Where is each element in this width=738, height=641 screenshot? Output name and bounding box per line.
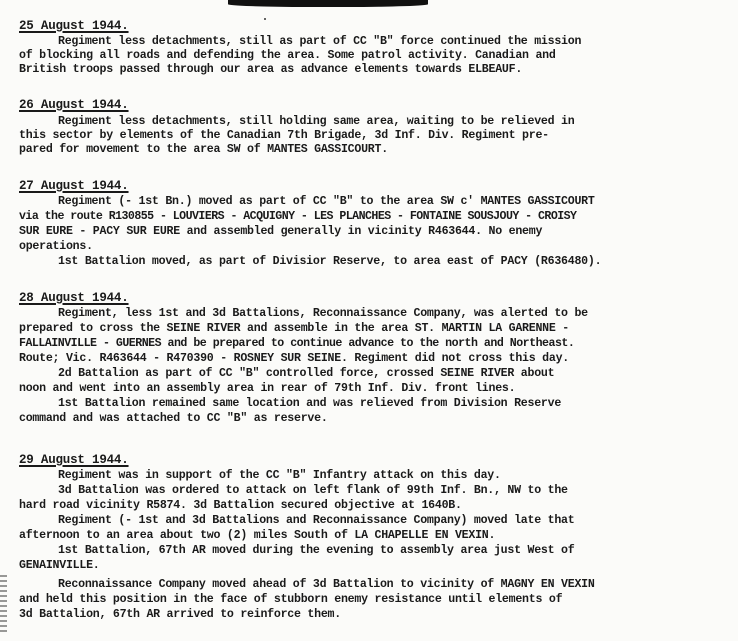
scan-speck bbox=[264, 18, 266, 20]
entry-line: 1st Battalion remained same location and was relieved from Division Reserve bbox=[58, 397, 562, 410]
entry-line: Regiment (- 1st and 3d Battalions and Reconnaissance Company) moved late that bbox=[58, 514, 575, 527]
entry-line: 3d Battalion was ordered to attack on left flank of 99th Inf. Bn., NW to the bbox=[58, 484, 568, 497]
entry-line: noon and went into an assembly area in rear of 79th Inf. Div. front lines. bbox=[19, 382, 516, 395]
entry-line: Regiment, less 1st and 3d Battalions, Reconnaissance Company, was alerted to be bbox=[58, 307, 588, 320]
entry-line: 1st Battalion moved, as part of Divisior Reserve, to area east of PACY (R636480). bbox=[58, 255, 602, 268]
entry-line: pared for movement to the area SW of MANTES GASSICOURT. bbox=[19, 143, 388, 156]
entry-date: 27 August 1944. bbox=[19, 179, 129, 193]
entry-date: 26 August 1944. bbox=[19, 98, 129, 112]
entry-line: and held this position in the face of stubborn enemy resistance until elements of bbox=[19, 593, 563, 606]
entry-line: Reconnaissance Company moved ahead of 3d Battalion to vicinity of MAGNY EN VEXIN bbox=[58, 578, 595, 591]
entry-line: SUR EURE - PACY SUR EURE and assembled generally in vicinity R463644. No enemy bbox=[19, 225, 543, 238]
entry-line: afternoon to an area about two (2) miles South of LA CHAPELLE EN VEXIN. bbox=[19, 529, 496, 542]
entry-line: of blocking all roads and defending the area. Some patrol activity. Canadian and bbox=[19, 49, 556, 62]
entry-line: command and was attached to CC "B" as reserve. bbox=[19, 412, 328, 425]
entry-line: 1st Battalion, 67th AR moved during the evening to assembly area just West of bbox=[58, 544, 575, 557]
entry-line: via the route R130855 - LOUVIERS - ACQUIGNY - LES PLANCHES - FONTAINE SOUSJOUY - CROISY bbox=[19, 210, 577, 223]
entry-date: 29 August 1944. bbox=[19, 453, 129, 467]
entry-date: 28 August 1944. bbox=[19, 291, 129, 305]
entry-line: this sector by elements of the Canadian 7th Brigade, 3d Inf. Div. Regiment pre- bbox=[19, 129, 549, 142]
entry-line: Route; Vic. R463644 - R470390 - ROSNEY SUR SEINE. Regiment did not cross this day. bbox=[19, 352, 570, 365]
entry-line: operations. bbox=[19, 240, 93, 253]
scan-artifact-top bbox=[228, 0, 428, 7]
entry-date: 25 August 1944. bbox=[19, 19, 129, 33]
entry-line: 3d Battalion, 67th AR arrived to reinforce them. bbox=[19, 608, 341, 621]
entry-line: Regiment (- 1st Bn.) moved as part of CC "B" to the area SW c' MANTES GASSICOURT bbox=[58, 195, 595, 208]
entry-line: British troops passed through our area as advance elements towards ELBEAUF. bbox=[19, 63, 523, 76]
entry-line: hard road vicinity R5874. 3d Battalion secured objective at 1640B. bbox=[19, 499, 462, 512]
scan-artifact-left-edge bbox=[0, 575, 7, 635]
entry-line: GENAINVILLE. bbox=[19, 559, 100, 572]
entry-line: Regiment was in support of the CC "B" Infantry attack on this day. bbox=[58, 469, 501, 482]
entry-line: Regiment less detachments, still holding same area, waiting to be relieved in bbox=[58, 115, 575, 128]
entry-line: 2d Battalion as part of CC "B" controlled force, crossed SEINE RIVER about bbox=[58, 367, 555, 380]
entry-line: Regiment less detachments, still as part of CC "B" force continued the mission bbox=[58, 35, 582, 48]
entry-line: prepared to cross the SEINE RIVER and assemble in the area ST. MARTIN LA GARENNE - bbox=[19, 322, 570, 335]
entry-line: FALLAINVILLE - GUERNES and be prepared to continue advance to the north and Northeast. bbox=[19, 337, 575, 350]
